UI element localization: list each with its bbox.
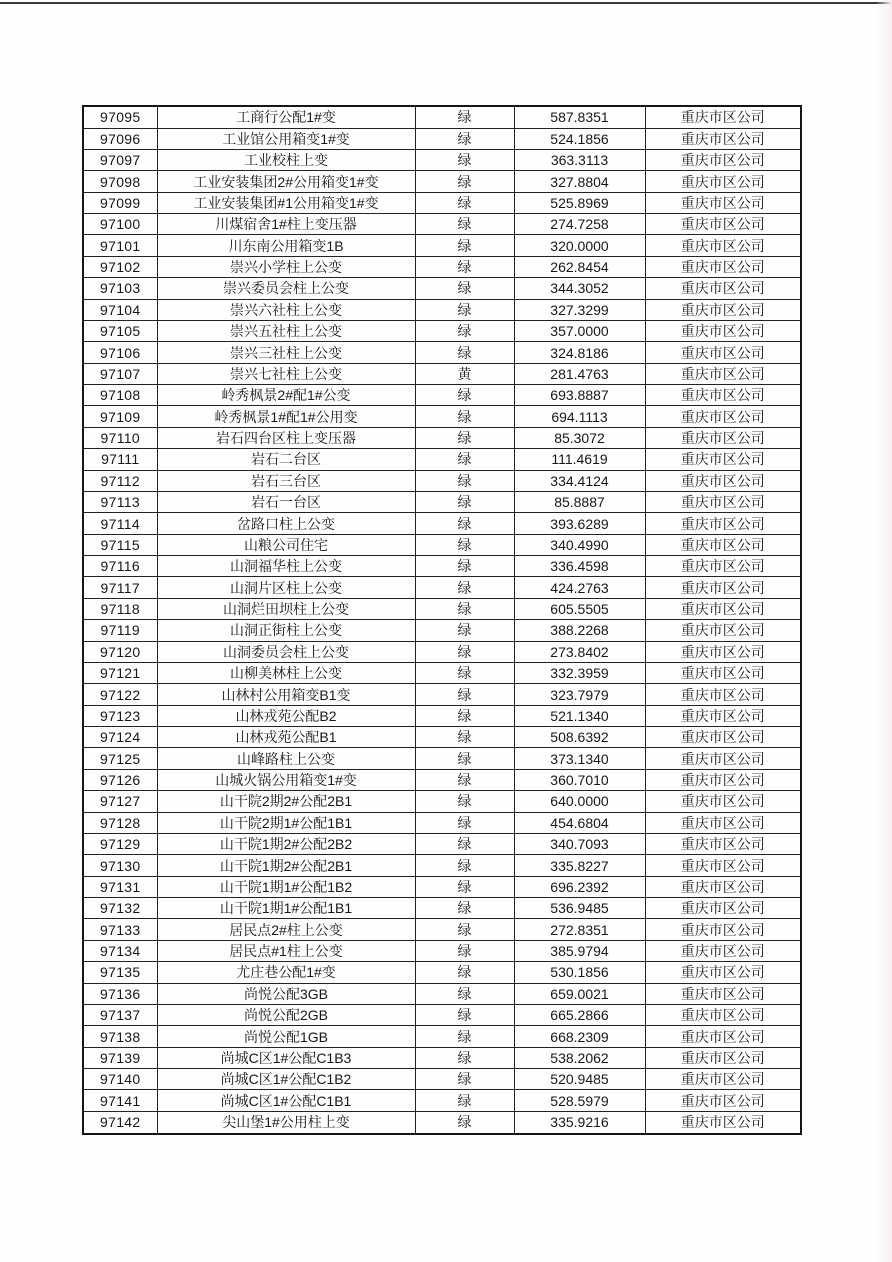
cell-transformer-name: 山干院2期1#公配1B1 [157, 812, 415, 833]
cell-transformer-name: 山干院1期1#公配1B1 [157, 898, 415, 919]
cell-load-value: 521.1340 [514, 705, 645, 726]
table-row [83, 449, 801, 470]
cell-record-id: 97129 [83, 833, 157, 854]
cell-record-id: 97110 [83, 427, 157, 448]
table-row [83, 278, 801, 299]
table-row [83, 342, 801, 363]
cell-transformer-name: 岩石三台区 [157, 470, 415, 491]
cell-company-name: 重庆市区公司 [645, 791, 801, 812]
cell-company-name: 重庆市区公司 [645, 192, 801, 213]
cell-status-flag: 绿 [415, 256, 514, 277]
cell-company-name: 重庆市区公司 [645, 256, 801, 277]
cell-load-value: 340.7093 [514, 833, 645, 854]
cell-transformer-name: 山干院1期2#公配2B2 [157, 833, 415, 854]
table-row [83, 962, 801, 983]
cell-record-id: 97142 [83, 1111, 157, 1134]
cell-load-value: 85.8887 [514, 491, 645, 512]
cell-status-flag: 绿 [415, 299, 514, 320]
cell-record-id: 97106 [83, 342, 157, 363]
cell-status-flag: 绿 [415, 385, 514, 406]
cell-status-flag: 绿 [415, 235, 514, 256]
table-row [83, 1069, 801, 1090]
cell-load-value: 335.8227 [514, 855, 645, 876]
page-right-edge-shade [876, 0, 892, 1262]
cell-transformer-name: 岩石二台区 [157, 449, 415, 470]
table-row [83, 641, 801, 662]
cell-load-value: 508.6392 [514, 727, 645, 748]
cell-transformer-name: 工业校柱上变 [157, 149, 415, 170]
cell-record-id: 97138 [83, 1026, 157, 1047]
cell-transformer-name: 川东南公用箱变1B [157, 235, 415, 256]
cell-transformer-name: 工业安装集团#1公用箱变1#变 [157, 192, 415, 213]
table-row [83, 598, 801, 619]
cell-company-name: 重庆市区公司 [645, 406, 801, 427]
cell-load-value: 336.4598 [514, 556, 645, 577]
cell-load-value: 696.2392 [514, 876, 645, 897]
table-row [83, 791, 801, 812]
cell-transformer-name: 尚悦公配2GB [157, 1004, 415, 1025]
cell-load-value: 324.8186 [514, 342, 645, 363]
table-row [83, 299, 801, 320]
cell-company-name: 重庆市区公司 [645, 106, 801, 128]
cell-status-flag: 绿 [415, 727, 514, 748]
table-row [83, 1090, 801, 1111]
cell-record-id: 97121 [83, 662, 157, 683]
cell-transformer-name: 山峰路柱上公变 [157, 748, 415, 769]
cell-company-name: 重庆市区公司 [645, 898, 801, 919]
cell-status-flag: 绿 [415, 556, 514, 577]
cell-load-value: 335.9216 [514, 1111, 645, 1134]
cell-record-id: 97141 [83, 1090, 157, 1111]
table-row [83, 1004, 801, 1025]
cell-transformer-name: 尖山堡1#公用柱上变 [157, 1111, 415, 1134]
cell-transformer-name: 山干院2期2#公配2B1 [157, 791, 415, 812]
cell-company-name: 重庆市区公司 [645, 1111, 801, 1134]
cell-company-name: 重庆市区公司 [645, 919, 801, 940]
cell-record-id: 97098 [83, 171, 157, 192]
table-row [83, 235, 801, 256]
cell-company-name: 重庆市区公司 [645, 1026, 801, 1047]
cell-record-id: 97095 [83, 106, 157, 128]
cell-load-value: 373.1340 [514, 748, 645, 769]
cell-company-name: 重庆市区公司 [645, 769, 801, 790]
cell-company-name: 重庆市区公司 [645, 299, 801, 320]
cell-record-id: 97127 [83, 791, 157, 812]
cell-company-name: 重庆市区公司 [645, 727, 801, 748]
cell-status-flag: 绿 [415, 898, 514, 919]
table-row [83, 171, 801, 192]
cell-record-id: 97104 [83, 299, 157, 320]
cell-load-value: 273.8402 [514, 641, 645, 662]
table-body [83, 106, 801, 1134]
cell-record-id: 97107 [83, 363, 157, 384]
cell-company-name: 重庆市区公司 [645, 748, 801, 769]
table-row [83, 128, 801, 149]
cell-transformer-name: 山干院1期1#公配1B2 [157, 876, 415, 897]
table-row [83, 556, 801, 577]
table-row [83, 876, 801, 897]
cell-record-id: 97137 [83, 1004, 157, 1025]
cell-company-name: 重庆市区公司 [645, 427, 801, 448]
table-row [83, 983, 801, 1004]
cell-record-id: 97113 [83, 491, 157, 512]
cell-transformer-name: 山干院1期2#公配2B1 [157, 855, 415, 876]
cell-company-name: 重庆市区公司 [645, 342, 801, 363]
cell-company-name: 重庆市区公司 [645, 983, 801, 1004]
cell-status-flag: 绿 [415, 214, 514, 235]
table-row [83, 855, 801, 876]
cell-status-flag: 绿 [415, 470, 514, 491]
table-row [83, 406, 801, 427]
cell-transformer-name: 崇兴六社柱上公变 [157, 299, 415, 320]
cell-status-flag: 绿 [415, 962, 514, 983]
cell-status-flag: 绿 [415, 534, 514, 555]
cell-record-id: 97116 [83, 556, 157, 577]
cell-transformer-name: 山林戎苑公配B2 [157, 705, 415, 726]
cell-status-flag: 绿 [415, 577, 514, 598]
table-row [83, 320, 801, 341]
cell-transformer-name: 岭秀枫景2#配1#公变 [157, 385, 415, 406]
cell-status-flag: 绿 [415, 855, 514, 876]
cell-company-name: 重庆市区公司 [645, 876, 801, 897]
table-row [83, 940, 801, 961]
cell-company-name: 重庆市区公司 [645, 171, 801, 192]
cell-transformer-name: 崇兴七社柱上公变 [157, 363, 415, 384]
cell-status-flag: 绿 [415, 662, 514, 683]
cell-company-name: 重庆市区公司 [645, 855, 801, 876]
cell-record-id: 97133 [83, 919, 157, 940]
cell-status-flag: 绿 [415, 748, 514, 769]
cell-status-flag: 绿 [415, 406, 514, 427]
cell-record-id: 97103 [83, 278, 157, 299]
cell-load-value: 327.8804 [514, 171, 645, 192]
cell-status-flag: 绿 [415, 620, 514, 641]
cell-load-value: 640.0000 [514, 791, 645, 812]
cell-company-name: 重庆市区公司 [645, 449, 801, 470]
cell-status-flag: 绿 [415, 128, 514, 149]
cell-record-id: 97122 [83, 684, 157, 705]
cell-load-value: 274.7258 [514, 214, 645, 235]
cell-company-name: 重庆市区公司 [645, 278, 801, 299]
cell-status-flag: 绿 [415, 106, 514, 128]
table-row [83, 577, 801, 598]
cell-load-value: 388.2268 [514, 620, 645, 641]
table-row [83, 769, 801, 790]
cell-load-value: 525.8969 [514, 192, 645, 213]
cell-record-id: 97140 [83, 1069, 157, 1090]
page-top-edge-line [0, 2, 892, 4]
cell-transformer-name: 岭秀枫景1#配1#公用变 [157, 406, 415, 427]
cell-record-id: 97123 [83, 705, 157, 726]
cell-status-flag: 黄 [415, 363, 514, 384]
cell-status-flag: 绿 [415, 1047, 514, 1068]
cell-status-flag: 绿 [415, 641, 514, 662]
table-row [83, 919, 801, 940]
cell-load-value: 281.4763 [514, 363, 645, 384]
cell-transformer-name: 崇兴小学柱上公变 [157, 256, 415, 277]
cell-load-value: 659.0021 [514, 983, 645, 1004]
table-row [83, 385, 801, 406]
cell-record-id: 97102 [83, 256, 157, 277]
table-row [83, 491, 801, 512]
cell-record-id: 97136 [83, 983, 157, 1004]
cell-company-name: 重庆市区公司 [645, 833, 801, 854]
cell-record-id: 97112 [83, 470, 157, 491]
table-row [83, 1111, 801, 1134]
table-row [83, 1047, 801, 1068]
cell-load-value: 363.3113 [514, 149, 645, 170]
cell-company-name: 重庆市区公司 [645, 641, 801, 662]
table-row [83, 833, 801, 854]
cell-transformer-name: 尚城C区1#公配C1B2 [157, 1069, 415, 1090]
cell-record-id: 97111 [83, 449, 157, 470]
cell-record-id: 97101 [83, 235, 157, 256]
cell-status-flag: 绿 [415, 149, 514, 170]
cell-status-flag: 绿 [415, 491, 514, 512]
cell-load-value: 393.6289 [514, 513, 645, 534]
cell-load-value: 344.3052 [514, 278, 645, 299]
cell-company-name: 重庆市区公司 [645, 363, 801, 384]
cell-record-id: 97108 [83, 385, 157, 406]
table-row [83, 363, 801, 384]
cell-company-name: 重庆市区公司 [645, 556, 801, 577]
cell-company-name: 重庆市区公司 [645, 662, 801, 683]
cell-status-flag: 绿 [415, 1090, 514, 1111]
cell-status-flag: 绿 [415, 833, 514, 854]
cell-record-id: 97114 [83, 513, 157, 534]
cell-company-name: 重庆市区公司 [645, 491, 801, 512]
cell-record-id: 97119 [83, 620, 157, 641]
cell-record-id: 97128 [83, 812, 157, 833]
cell-company-name: 重庆市区公司 [645, 1069, 801, 1090]
cell-record-id: 97139 [83, 1047, 157, 1068]
table-row [83, 214, 801, 235]
cell-transformer-name: 工业馆公用箱变1#变 [157, 128, 415, 149]
cell-company-name: 重庆市区公司 [645, 577, 801, 598]
cell-record-id: 97115 [83, 534, 157, 555]
cell-load-value: 332.3959 [514, 662, 645, 683]
cell-status-flag: 绿 [415, 940, 514, 961]
cell-status-flag: 绿 [415, 876, 514, 897]
cell-load-value: 524.1856 [514, 128, 645, 149]
cell-company-name: 重庆市区公司 [645, 812, 801, 833]
cell-status-flag: 绿 [415, 705, 514, 726]
cell-status-flag: 绿 [415, 1026, 514, 1047]
table-row [83, 1026, 801, 1047]
cell-transformer-name: 尚城C区1#公配C1B3 [157, 1047, 415, 1068]
cell-company-name: 重庆市区公司 [645, 149, 801, 170]
table-row [83, 684, 801, 705]
cell-transformer-name: 尤庄巷公配1#变 [157, 962, 415, 983]
cell-status-flag: 绿 [415, 1111, 514, 1134]
table-row [83, 705, 801, 726]
cell-record-id: 97100 [83, 214, 157, 235]
cell-transformer-name: 山粮公司住宅 [157, 534, 415, 555]
cell-record-id: 97126 [83, 769, 157, 790]
table-row [83, 470, 801, 491]
cell-load-value: 520.9485 [514, 1069, 645, 1090]
cell-company-name: 重庆市区公司 [645, 385, 801, 406]
cell-load-value: 262.8454 [514, 256, 645, 277]
cell-transformer-name: 川煤宿舍1#柱上变压器 [157, 214, 415, 235]
cell-status-flag: 绿 [415, 192, 514, 213]
cell-load-value: 424.2763 [514, 577, 645, 598]
cell-company-name: 重庆市区公司 [645, 1004, 801, 1025]
table-row [83, 898, 801, 919]
cell-load-value: 327.3299 [514, 299, 645, 320]
table-row [83, 812, 801, 833]
cell-load-value: 334.4124 [514, 470, 645, 491]
cell-company-name: 重庆市区公司 [645, 320, 801, 341]
cell-record-id: 97118 [83, 598, 157, 619]
cell-transformer-name: 尚城C区1#公配C1B1 [157, 1090, 415, 1111]
cell-transformer-name: 岩石一台区 [157, 491, 415, 512]
cell-load-value: 538.2062 [514, 1047, 645, 1068]
cell-load-value: 587.8351 [514, 106, 645, 128]
cell-load-value: 605.5505 [514, 598, 645, 619]
cell-status-flag: 绿 [415, 919, 514, 940]
cell-transformer-name: 崇兴三社柱上公变 [157, 342, 415, 363]
cell-record-id: 97120 [83, 641, 157, 662]
cell-load-value: 694.1113 [514, 406, 645, 427]
table-row [83, 620, 801, 641]
cell-load-value: 320.0000 [514, 235, 645, 256]
table-row [83, 256, 801, 277]
cell-company-name: 重庆市区公司 [645, 534, 801, 555]
cell-load-value: 385.9794 [514, 940, 645, 961]
cell-load-value: 528.5979 [514, 1090, 645, 1111]
table-row [83, 513, 801, 534]
cell-load-value: 454.6804 [514, 812, 645, 833]
cell-load-value: 272.8351 [514, 919, 645, 940]
cell-load-value: 323.7979 [514, 684, 645, 705]
cell-record-id: 97130 [83, 855, 157, 876]
cell-company-name: 重庆市区公司 [645, 620, 801, 641]
cell-load-value: 340.4990 [514, 534, 645, 555]
cell-load-value: 111.4619 [514, 449, 645, 470]
table-row [83, 427, 801, 448]
cell-company-name: 重庆市区公司 [645, 940, 801, 961]
cell-status-flag: 绿 [415, 427, 514, 448]
table-row [83, 748, 801, 769]
cell-status-flag: 绿 [415, 342, 514, 363]
cell-status-flag: 绿 [415, 791, 514, 812]
cell-status-flag: 绿 [415, 320, 514, 341]
cell-transformer-name: 尚悦公配1GB [157, 1026, 415, 1047]
cell-record-id: 97096 [83, 128, 157, 149]
cell-load-value: 85.3072 [514, 427, 645, 448]
cell-company-name: 重庆市区公司 [645, 128, 801, 149]
cell-load-value: 668.2309 [514, 1026, 645, 1047]
cell-status-flag: 绿 [415, 449, 514, 470]
cell-transformer-name: 居民点#1柱上公变 [157, 940, 415, 961]
cell-transformer-name: 山洞委员会柱上公变 [157, 641, 415, 662]
cell-record-id: 97099 [83, 192, 157, 213]
cell-company-name: 重庆市区公司 [645, 684, 801, 705]
cell-record-id: 97134 [83, 940, 157, 961]
cell-status-flag: 绿 [415, 684, 514, 705]
cell-load-value: 536.9485 [514, 898, 645, 919]
table-row [83, 662, 801, 683]
cell-load-value: 665.2866 [514, 1004, 645, 1025]
cell-load-value: 530.1856 [514, 962, 645, 983]
cell-status-flag: 绿 [415, 1069, 514, 1090]
cell-record-id: 97109 [83, 406, 157, 427]
table-row [83, 727, 801, 748]
cell-status-flag: 绿 [415, 769, 514, 790]
table-row [83, 192, 801, 213]
cell-load-value: 693.8887 [514, 385, 645, 406]
cell-transformer-name: 山城火锅公用箱变1#变 [157, 769, 415, 790]
cell-record-id: 97117 [83, 577, 157, 598]
cell-transformer-name: 岩石四台区柱上变压器 [157, 427, 415, 448]
cell-company-name: 重庆市区公司 [645, 1047, 801, 1068]
cell-transformer-name: 山柳美林柱上公变 [157, 662, 415, 683]
cell-transformer-name: 崇兴委员会柱上公变 [157, 278, 415, 299]
cell-status-flag: 绿 [415, 1004, 514, 1025]
cell-transformer-name: 山洞片区柱上公变 [157, 577, 415, 598]
cell-company-name: 重庆市区公司 [645, 962, 801, 983]
cell-load-value: 357.0000 [514, 320, 645, 341]
cell-record-id: 97125 [83, 748, 157, 769]
cell-company-name: 重庆市区公司 [645, 470, 801, 491]
cell-record-id: 97131 [83, 876, 157, 897]
cell-company-name: 重庆市区公司 [645, 235, 801, 256]
cell-status-flag: 绿 [415, 513, 514, 534]
table-row [83, 149, 801, 170]
cell-transformer-name: 山林村公用箱变B1变 [157, 684, 415, 705]
cell-record-id: 97135 [83, 962, 157, 983]
cell-transformer-name: 山洞烂田坝柱上公变 [157, 598, 415, 619]
cell-transformer-name: 山洞正街柱上公变 [157, 620, 415, 641]
table-row [83, 106, 801, 128]
cell-record-id: 97105 [83, 320, 157, 341]
cell-record-id: 97097 [83, 149, 157, 170]
cell-status-flag: 绿 [415, 598, 514, 619]
cell-record-id: 97124 [83, 727, 157, 748]
cell-load-value: 360.7010 [514, 769, 645, 790]
cell-company-name: 重庆市区公司 [645, 1090, 801, 1111]
cell-transformer-name: 工商行公配1#变 [157, 106, 415, 128]
table-row [83, 534, 801, 555]
cell-transformer-name: 山林戎苑公配B1 [157, 727, 415, 748]
cell-status-flag: 绿 [415, 278, 514, 299]
cell-transformer-name: 工业安装集团2#公用箱变1#变 [157, 171, 415, 192]
cell-transformer-name: 居民点2#柱上公变 [157, 919, 415, 940]
cell-status-flag: 绿 [415, 171, 514, 192]
cell-company-name: 重庆市区公司 [645, 214, 801, 235]
cell-status-flag: 绿 [415, 983, 514, 1004]
cell-transformer-name: 尚悦公配3GB [157, 983, 415, 1004]
cell-company-name: 重庆市区公司 [645, 598, 801, 619]
cell-transformer-name: 崇兴五社柱上公变 [157, 320, 415, 341]
cell-company-name: 重庆市区公司 [645, 513, 801, 534]
cell-company-name: 重庆市区公司 [645, 705, 801, 726]
cell-transformer-name: 山洞福华柱上公变 [157, 556, 415, 577]
cell-transformer-name: 岔路口柱上公变 [157, 513, 415, 534]
cell-status-flag: 绿 [415, 812, 514, 833]
cell-record-id: 97132 [83, 898, 157, 919]
transformer-records-table [82, 105, 802, 1135]
